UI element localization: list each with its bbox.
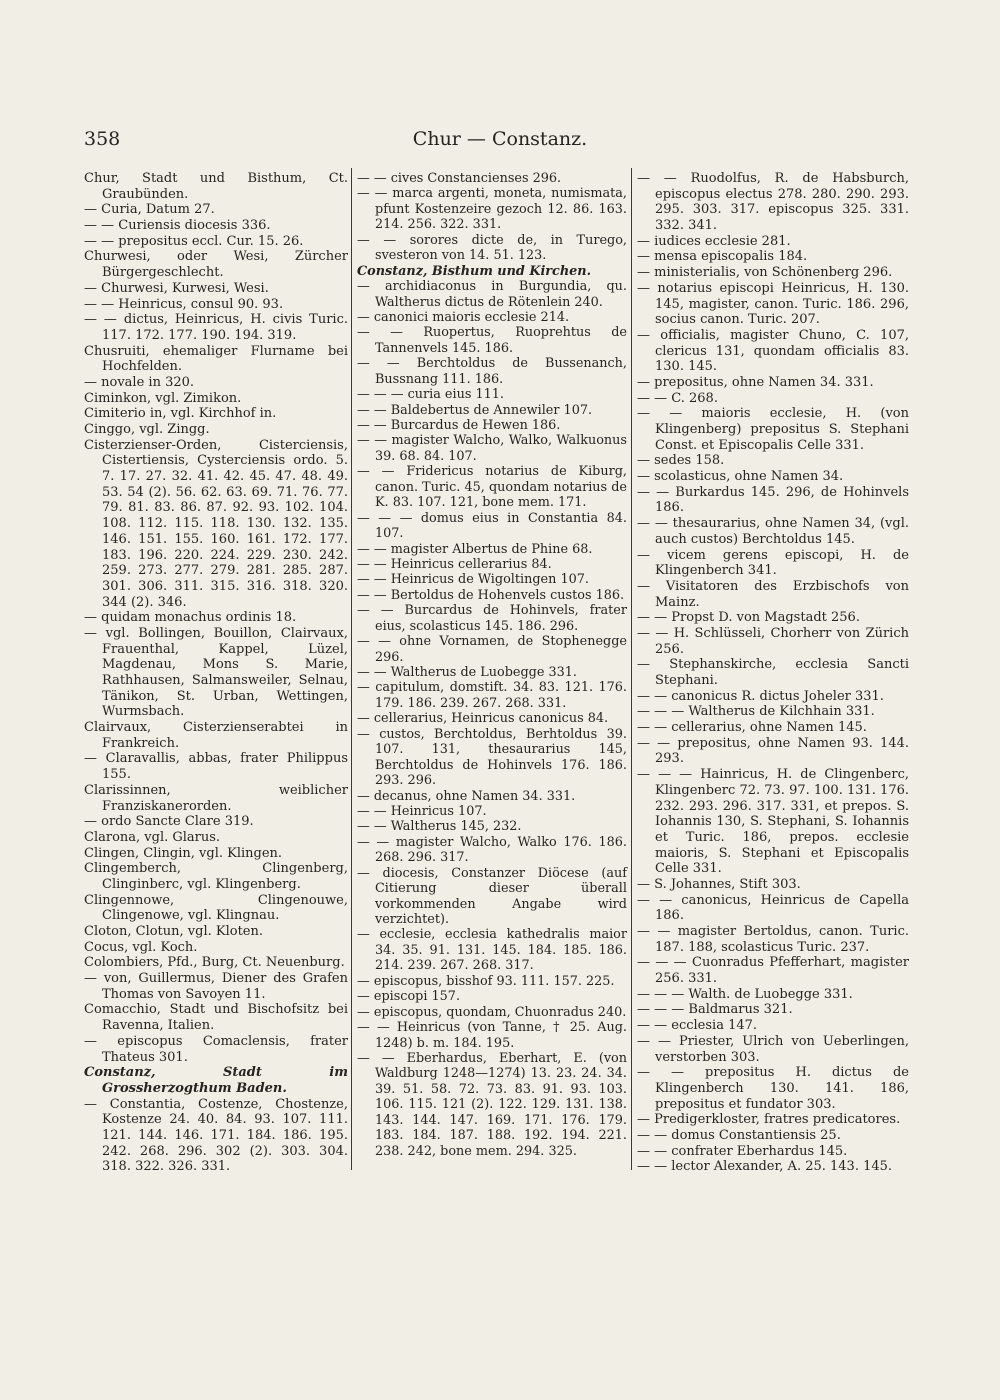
- index-entry: Constanz, Bisthum und Kirchen.: [357, 263, 592, 279]
- index-entry: — novale in 320.: [84, 374, 195, 390]
- index-entry: — Constantia, Costenze, Chostenze, Kostenze 24. 40. 84. 93. 107. 111. 121. 144. 146. 171. 184. 186. 195. 242. 268. 296. 302 (2). 303. 304. 318. 322. 326. 331.: [84, 1096, 348, 1175]
- index-entry: — Visitatoren des Erzbischofs von Mainz.: [637, 578, 909, 610]
- column-divider: [631, 168, 632, 1170]
- index-entry: Cisterzienser-Orden, Cisterciensis, Cistertiensis, Cysterciensis ordo. 5. 7. 17. 27. 32. 41. 42. 45. 47. 48. 49. 53. 54 (2). 56. 62. 63. 69. 71. 76. 77. 79. 81. 83. 86. 87. 92. 93. 102. 104. 108. 112. 115. 118. 130. 132. 135. 146. 151. 155. 160. 161. 172. 177. 183. 196. 220. 224. 229. 230. 242. 259. 273. 277. 279. 281. 285. 287. 301. 306. 311. 315. 316. 318. 320. 344 (2). 346.: [84, 437, 348, 610]
- index-entry: — — Propst D. von Magstadt 256.: [637, 610, 860, 626]
- index-entry: — officialis, magister Chuno, C. 107, clericus 131, quondam officialis 83. 130. 145.: [637, 327, 909, 375]
- index-entry: — — C. 268.: [637, 390, 718, 406]
- index-entry: Constanz, Stadt im Grossherzogthum Baden.: [84, 1065, 348, 1096]
- index-entry: — capitulum, domstift. 34. 83. 121. 176. 179. 186. 239. 267. 268. 331.: [357, 680, 627, 711]
- index-entry: — — Burcardus de Hewen 186.: [357, 418, 561, 433]
- index-entry: — — Eberhardus, Eberhart, E. (von Waldburg 1248—1274) 13. 23. 24. 34. 39. 51. 58. 72. 73. 83. 91. 93. 103. 106. 115. 121 (2). 122. 129. 131. 138. 143. 144. 147. 169. 171. 176. 179. 183. 184. 187. 188. 192. 194. 221. 238. 242, bone mem. 294. 325.: [357, 1050, 627, 1159]
- index-entry: — sedes 158.: [637, 453, 725, 469]
- index-entry: Clingennowe, Clingenouwe, Clingenowe, vgl. Klingnau.: [84, 892, 348, 924]
- index-entry: — — canonicus, Heinricus de Capella 186.: [637, 892, 909, 924]
- index-entry: — Curia, Datum 27.: [84, 202, 215, 218]
- index-entry: — episcopus Comaclensis, frater Thateus 301.: [84, 1033, 348, 1065]
- index-entry: — — prepositus H. dictus de Klingenberch 130. 141. 186, prepositus et fundator 303.: [637, 1065, 909, 1112]
- index-entry: — — Burkardus 145. 296, de Hohinvels 186.: [637, 484, 909, 516]
- index-entry: — Stephanskirche, ecclesia Sancti Stephani.: [637, 657, 909, 688]
- index-entry: — — confrater Eberhardus 145.: [637, 1143, 848, 1159]
- index-entry: — vgl. Bollingen, Bouillon, Clairvaux, Frauenthal, Kappel, Lüzel, Magdenau, Mons S. Marie, Rathhausen, Salmansweiler, Selnau, Tänikon, St. Urban, Wettingen, Wurmsbach.: [84, 625, 348, 720]
- index-entry: — — marca argenti, moneta, numismata, pfunt Kostenzeire gezoch 12. 86. 163. 214. 256. 322. 331.: [357, 186, 627, 233]
- index-entry: — quidam monachus ordinis 18.: [84, 610, 297, 626]
- index-column-2: [357, 171, 627, 1159]
- index-entry: — von, Guillermus, Diener des Grafen Thomas von Savoyen 11.: [84, 971, 348, 1002]
- index-entry: — iudices ecclesie 281.: [637, 233, 791, 249]
- index-entry: Clarona, vgl. Glarus.: [84, 829, 221, 845]
- index-entry: Clingen, Clingin, vgl. Klingen.: [84, 845, 283, 861]
- index-entry: — — cellerarius, ohne Namen 145.: [637, 720, 867, 736]
- index-entry: — — Bertoldus de Hohenvels custos 186.: [357, 587, 625, 603]
- index-entry: — — ecclesia 147.: [637, 1018, 758, 1034]
- index-column-3: [637, 171, 909, 1175]
- page-number: 358: [84, 128, 121, 150]
- index-entry: — — Heinricus, consul 90. 93.: [84, 296, 284, 312]
- index-entry: — — ohne Vornamen, de Stophenegge 296.: [357, 634, 627, 665]
- index-entry: Clairvaux, Cisterzienserabtei in Frankreich.: [84, 720, 348, 751]
- index-entry: — Predigerkloster, fratres predicatores.: [637, 1112, 901, 1128]
- index-entry: — — sorores dicte de, in Turego, svesteron von 14. 51. 123.: [357, 232, 627, 264]
- index-entry: — — Waltherus 145, 232.: [357, 819, 522, 835]
- index-entry: — vicem gerens episcopi, H. de Klingenberch 341.: [637, 547, 909, 579]
- index-entry: — ministerialis, von Schönenberg 296.: [637, 265, 893, 281]
- index-entry: — — canonicus R. dictus Joheler 331.: [637, 688, 884, 704]
- index-entry: — — magister Walcho, Walko 176. 186. 268. 296. 317.: [357, 834, 627, 866]
- index-entry: — — Berchtoldus de Bussenanch, Bussnang 111. 186.: [357, 356, 627, 387]
- index-entry: — custos, Berchtoldus, Berhtoldus 39. 107. 131, thesaurarius 145, Berchtoldus de Hohinvels 176. 186. 293. 296.: [357, 726, 627, 789]
- index-entry: — — — curia eius 111.: [357, 387, 504, 403]
- index-entry: Colombiers, Pfd., Burg, Ct. Neuenburg.: [84, 955, 345, 971]
- index-entry: — — Burcardus de Hohinvels, frater eius, scolasticus 145. 186. 296.: [357, 603, 627, 634]
- index-entry: — — prepositus eccl. Cur. 15. 26.: [84, 233, 304, 249]
- index-entry: — — magister Walcho, Walko, Walkuonus 39. 68. 84. 107.: [357, 433, 627, 464]
- index-entry: Cloton, Clotun, vgl. Kloten.: [84, 924, 263, 939]
- index-entry: — decanus, ohne Namen 34. 331.: [357, 788, 576, 804]
- index-entry: — — dictus, Heinricus, H. civis Turic. 117. 172. 177. 190. 194. 319.: [84, 312, 348, 343]
- index-entry: — ecclesie, ecclesia kathedralis maior 34. 35. 91. 131. 145. 184. 185. 186. 214. 239. 267. 268. 317.: [357, 927, 627, 974]
- index-entry: — — prepositus, ohne Namen 93. 144. 293.: [637, 735, 909, 767]
- index-entry: — episcopus, quondam, Chuonradus 240.: [357, 1004, 627, 1020]
- index-entry: — — — Waltherus de Kilchhain 331.: [637, 704, 875, 720]
- index-entry: — — Waltherus de Luobegge 331.: [357, 665, 578, 680]
- index-entry: — diocesis, Constanzer Diöcese (auf Citierung dieser überall vorkommenden Angabe wird verzichtet).: [357, 865, 627, 927]
- index-entry: — cellerarius, Heinricus canonicus 84.: [357, 711, 609, 727]
- index-entry: — — Priester, Ulrich von Ueberlingen, verstorben 303.: [637, 1033, 909, 1065]
- index-entry: — — — Walth. de Luobegge 331.: [637, 986, 853, 1002]
- index-entry: — — Baldebertus de Annewiler 107.: [357, 402, 593, 418]
- index-entry: Chur, Stadt und Bisthum, Ct. Graubünden.: [84, 171, 348, 202]
- index-entry: — canonici maioris ecclesie 214.: [357, 309, 570, 325]
- index-entry: — — Curiensis diocesis 336.: [84, 218, 271, 234]
- index-entry: — — lector Alexander, A. 25. 143. 145.: [637, 1159, 893, 1175]
- index-entry: — — Ruodolfus, R. de Habsburch, episcopus electus 278. 280. 290. 293. 295. 303. 317. episcopus 325. 331. 332. 341.: [637, 171, 909, 234]
- index-entry: — prepositus, ohne Namen 34. 331.: [637, 374, 874, 390]
- index-entry: Cinggo, vgl. Zingg.: [84, 422, 210, 437]
- index-entry: — — Heinricus 107.: [357, 803, 487, 819]
- index-entry: — — thesaurarius, ohne Namen 34, (vgl. auch custos) Berchtoldus 145.: [637, 516, 909, 547]
- index-entry: — scolasticus, ohne Namen 34.: [637, 469, 844, 485]
- index-entry: — — — Cuonradus Pfefferhart, magister 256. 331.: [637, 955, 909, 987]
- index-entry: — — domus Constantiensis 25.: [637, 1127, 841, 1143]
- index-entry: Comacchio, Stadt und Bischofsitz bei Ravenna, Italien.: [84, 1002, 348, 1034]
- index-entry: — — Heinricus (von Tanne, † 25. Aug. 1248) b. m. 184. 195.: [357, 1020, 627, 1051]
- index-entry: — ordo Sancte Clare 319.: [84, 814, 254, 830]
- index-entry: — — cives Constancienses 296.: [357, 171, 562, 186]
- index-entry: — notarius episcopi Heinricus, H. 130. 145, magister, canon. Turic. 186. 296, socius canon. Turic. 207.: [637, 280, 909, 328]
- index-entry: Chusruiti, ehemaliger Flurname bei Hochfelden.: [84, 343, 348, 375]
- index-entry: — — H. Schlüsseli, Chorherr von Zürich 256.: [637, 625, 909, 657]
- index-entry: — — — Baldmarus 321.: [637, 1002, 793, 1018]
- index-entry: — — Heinricus cellerarius 84.: [357, 556, 552, 572]
- index-entry: — episcopus, bisshof 93. 111. 157. 225.: [357, 973, 615, 989]
- index-entry: Ciminkon, vgl. Zimikon.: [84, 390, 242, 406]
- index-entry: Churwesi, oder Wesi, Zürcher Bürgergeschlecht.: [84, 249, 348, 281]
- index-entry: — Claravallis, abbas, frater Philippus 155.: [84, 751, 348, 783]
- index-entry: — — maioris ecclesie, H. (von Klingenberg) prepositus S. Stephani Const. et Episcopalis Celle 331.: [637, 406, 909, 453]
- index-entry: Cimiterio in, vgl. Kirchhof in.: [84, 406, 277, 422]
- index-entry: — S. Johannes, Stift 303.: [637, 876, 801, 892]
- column-divider: [351, 168, 352, 1170]
- index-entry: — — — Hainricus, H. de Clingenberc, Klingenberc 72. 73. 97. 100. 131. 176. 232. 293. 296. 317. 331, et prepos. S. Iohannis 130, S. Stephani, S. Iohannis et Turic. 186, prepos. ecclesie maioris, S. Stephani et Episcopalis Celle 331.: [637, 767, 909, 877]
- index-entry: — — magister Bertoldus, canon. Turic. 187. 188, scolasticus Turic. 237.: [637, 924, 909, 955]
- index-entry: — — magister Albertus de Phine 68.: [357, 541, 593, 557]
- index-entry: Clingemberch, Clingenberg, Clinginberc, vgl. Klingenberg.: [84, 861, 348, 892]
- index-entry: — — Ruopertus, Ruoprehtus de Tannenvels 145. 186.: [357, 325, 627, 356]
- index-entry: — episcopi 157.: [357, 989, 461, 1005]
- index-entry: — Churwesi, Kurwesi, Wesi.: [84, 280, 269, 296]
- index-entry: — — — domus eius in Constantia 84. 107.: [357, 510, 627, 542]
- index-entry: — — Heinricus de Wigoltingen 107.: [357, 572, 589, 588]
- index-entry: Clarissinnen, weiblicher Franziskanerorden.: [84, 782, 348, 814]
- index-entry: Cocus, vgl. Koch.: [84, 939, 198, 955]
- index-column-1: [84, 171, 348, 1175]
- index-entry: — — Fridericus notarius de Kiburg, canon. Turic. 45, quondam notarius de K. 83. 107. 121, bone mem. 171.: [357, 464, 627, 511]
- running-head: Chur — Constanz.: [412, 128, 588, 150]
- index-entry: — mensa episcopalis 184.: [637, 249, 808, 265]
- index-entry: — archidiaconus in Burgundia, qu. Waltherus dictus de Rötenlein 240.: [357, 279, 627, 310]
